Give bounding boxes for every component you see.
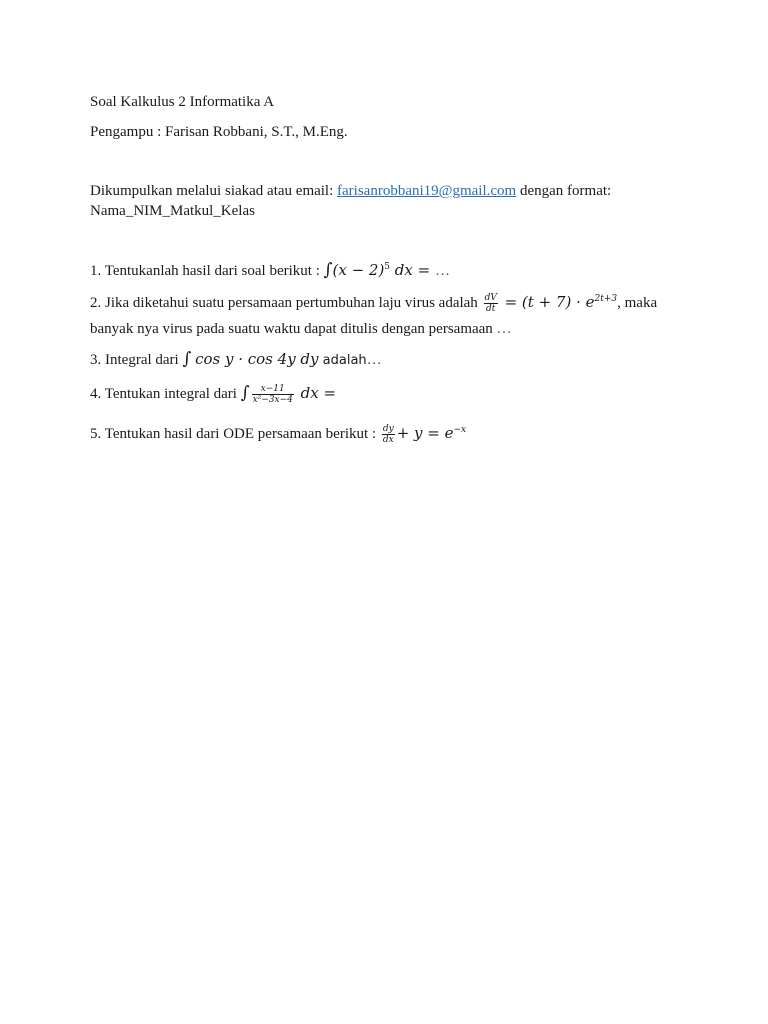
question-5-text: 5. Tentukan hasil dari ODE persamaan berikut : <box>90 426 380 442</box>
email-link[interactable]: farisanrobbani19@gmail.com <box>337 183 517 199</box>
integral-symbol: ∫ <box>182 349 192 369</box>
question-4-frac-num: x−11 <box>252 384 294 395</box>
question-4-fraction <box>252 384 294 405</box>
question-5-frac-num: dy <box>382 424 394 435</box>
question-5-frac-den: dx <box>382 435 394 446</box>
question-1-expr: (x − 2) <box>332 261 385 279</box>
question-4 <box>90 384 336 405</box>
question-2-frac-num: dV <box>484 293 497 304</box>
integral-symbol: ∫ <box>323 260 333 280</box>
document-title: Soal Kalkulus 2 Informatika A <box>90 94 275 110</box>
question-2-power: 2t+3 <box>594 294 618 304</box>
question-5-power: −x <box>453 425 467 435</box>
question-5-expr: + y = e <box>396 424 454 442</box>
question-4-expr: dx = <box>295 384 337 402</box>
lecturer-line: Pengampu : Farisan Robbani, S.T., M.Eng. <box>90 124 348 140</box>
question-4-frac-den: x²−3x−4 <box>252 395 293 406</box>
question-2-expr: = (t + 7) · e <box>499 293 595 311</box>
question-3-ellipsis: … <box>366 352 382 368</box>
file-format: Nama_NIM_Matkul_Kelas <box>90 203 255 219</box>
submission-suffix: dengan format: <box>516 183 612 199</box>
submission-line <box>90 182 611 200</box>
question-5-fraction <box>382 424 395 445</box>
integral-symbol: ∫ <box>240 383 250 403</box>
question-2-frac-den: dt <box>486 304 496 315</box>
question-2-text: 2. Jika diketahui suatu persamaan pertumbuhan laju virus adalah <box>90 295 482 311</box>
question-3-text: 3. Integral dari <box>90 352 183 368</box>
question-5 <box>90 424 466 445</box>
question-1-tail: dx = <box>390 261 435 279</box>
question-1-power: 5 <box>384 262 391 272</box>
question-2 <box>90 293 657 314</box>
question-3-after: adalah <box>318 353 367 368</box>
question-3-expr: cos y · cos 4y dy <box>195 350 319 368</box>
question-2-ellipsis: … <box>496 321 512 337</box>
question-2-fraction <box>484 293 498 314</box>
question-4-text: 4. Tentukan integral dari <box>90 386 241 402</box>
question-3 <box>90 350 382 370</box>
submission-prefix: Dikumpulkan melalui siakad atau email: <box>90 183 338 199</box>
question-1-text: 1. Tentukanlah hasil dari soal berikut : <box>90 263 324 279</box>
question-2-line2 <box>90 320 512 338</box>
question-2-line2-text: banyak nya virus pada suatu waktu dapat ditulis dengan persamaan <box>90 321 497 337</box>
question-1-ellipsis: … <box>434 263 450 279</box>
question-2-after: , maka <box>617 295 658 311</box>
question-1 <box>90 261 450 280</box>
